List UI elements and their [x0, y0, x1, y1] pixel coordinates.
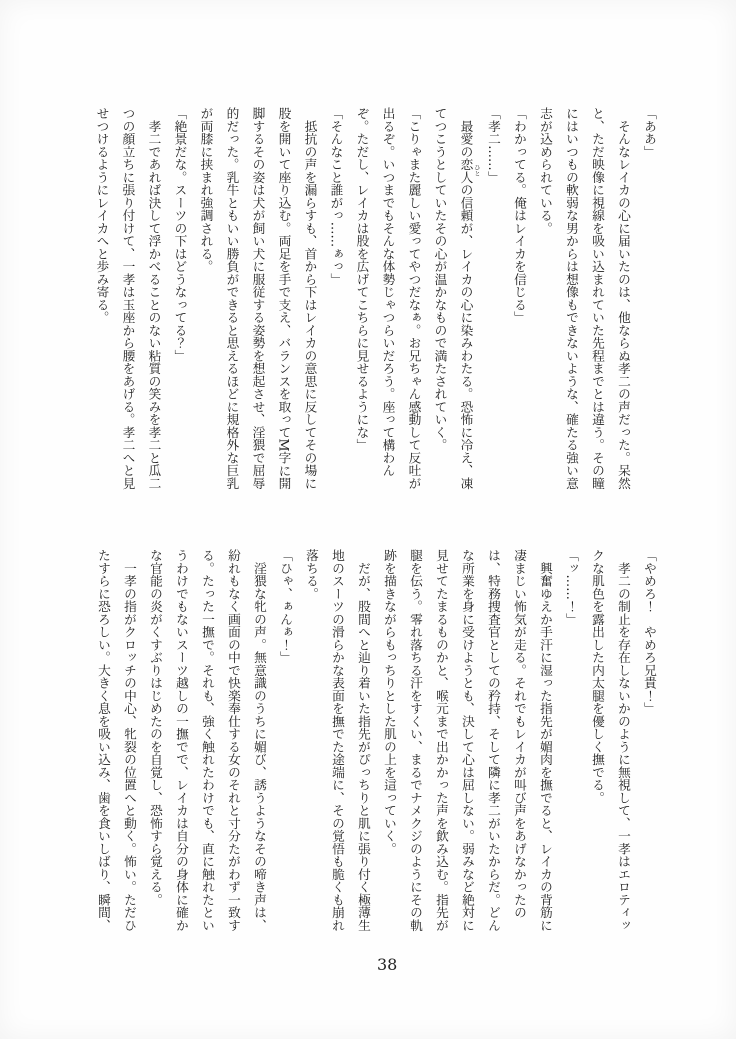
text-line: は、特務捜査官としての矜持、そして隣に孝二がいたからだ。どん	[486, 549, 501, 932]
text-line: 見せてたまるものかと、喉元まで出かかった声を飲み込む。指先が	[434, 549, 449, 932]
text-line: 孝二の制止を存在しないかのように無視して、一孝はエロティッ	[616, 549, 631, 932]
text-line: 孝二であれば決して浮かべることのない粘質の笑みを孝二と瓜二	[146, 107, 162, 490]
text-line: 脚するその姿は犬が飼い犬に服従する姿勢を想起させ、淫猥で屈辱	[250, 107, 266, 490]
text-line: 抵抗の声を漏らすも、首から下はレイカの意思に反してその場に	[302, 107, 318, 490]
text-block-top	[89, 107, 663, 488]
text-line: 興奮ゆえか手汗に湿った指先が媚肉を撫でると、レイカの背筋に	[538, 549, 553, 932]
text-line: 志が込められている。	[538, 107, 553, 235]
text-line: 「ッ……！」	[564, 549, 579, 626]
text-line: 「わかってる。俺はレイカを信じる」	[512, 107, 527, 324]
text-line: つの顔立ちに張り付けて、一孝は玉座から腰をあげる。孝二へと見	[120, 107, 136, 490]
text-line: る。たった一撫で。それも、強く触れたわけでも、直に触れたとい	[200, 549, 215, 932]
text-line: な所業を身に受けようとも、決して心は屈しない。弱みなど絶対に	[460, 549, 475, 932]
text-block-bottom	[90, 549, 662, 930]
text-line: 腿を伝う。零れ落ちる汗をすくい、まるでナメクジのようにその軌	[408, 549, 423, 932]
page-number: 38	[377, 955, 398, 974]
text-line: 地のスーツの滑らかな表面を撫でた途端に、その覚悟も脆くも崩れ	[330, 549, 345, 932]
text-line: 「絶景だな。スーツの下はどうなってる？」	[172, 107, 188, 362]
text-line: せつけるようにレイカへと歩み寄る。	[94, 107, 110, 324]
text-line: てつこうとしていたその心が温かなもので満たされていく。	[432, 107, 448, 452]
text-line: 「そんなこと誰がっ……ぁっ」	[328, 107, 344, 286]
text-line: うわけでもないスーツ越しの一撫でで、レイカは自分の身体に確か	[174, 549, 189, 932]
text-line: 「孝二……」	[486, 107, 501, 184]
text-line: そんなレイカの心に届いたのは、他ならぬ孝二の声だった。呆然	[616, 107, 631, 490]
text-line: 凄まじい怖気が走る。それでもレイカが叫び声をあげなかったの	[512, 549, 527, 919]
text-line: 一孝の指がクロッチの中心、牝裂の位置へと動く。怖い。ただひ	[122, 549, 137, 932]
text-line: たすらに恐ろしい。大きく息を吸い込み、歯を食いしばり、瞬間、	[96, 549, 111, 932]
text-line: 「やめろ！ やめろ兄貴！」	[642, 549, 657, 715]
text-line: にはいつもの軟弱な男からは想像もできないような、確たる強い意	[564, 107, 579, 490]
text-line: 「ひゃ、ぁんぁ！」	[278, 549, 293, 664]
text-line: 「ああ」	[642, 107, 657, 158]
text-line: 出るぞ。いつまでもそんな体勢じゃつらいだろう。座って構わん	[380, 107, 396, 477]
text-line: 落ちる。	[304, 549, 319, 600]
text-line: だが、股間へと辿り着いた指先がぴっちりと肌に張り付く極薄生	[356, 549, 371, 932]
text-line: 紛れもなく画面の中で快楽奉仕する女のそれと寸分たがわず一致す	[226, 549, 241, 932]
text-line: な官能の炎がくすぶりはじめたのを自覚し、恐怖すら覚える。	[148, 549, 163, 906]
text-line: 跡を描きながらもっちりとした肌の上を這っていく。	[382, 549, 397, 855]
text-line: と、ただ映像に視線を吸い込まれていた先程までとは違う。その瞳	[590, 107, 605, 490]
text-line: クな肌色を露出した内太腿を優しく撫でる。	[590, 549, 605, 804]
text-line: が両膝に挟まれ強調される。	[198, 107, 214, 273]
text-line: ぞ。ただし、レイカは股を広げてこちらに見せるようにな」	[354, 107, 370, 452]
text-line: 最愛の恋人 ひとの信頼が、レイカの心に染みわたる。恐怖に冷え、凍	[458, 107, 480, 490]
text-line: 的だった。乳牛ともいい勝負ができると思えるほどに規格外な巨乳	[224, 107, 240, 490]
text-line: 「こりゃまた麗しい愛ってやつだなぁ。お兄ちゃん感動して反吐が	[406, 107, 422, 490]
text-line: 淫猥な牝の声。無意識のうちに媚び、誘うようなその啼き声は、	[252, 549, 267, 932]
text-line: 股を開いて座り込む。両足を手で支え、バランスを取ってM字に開	[276, 107, 292, 490]
